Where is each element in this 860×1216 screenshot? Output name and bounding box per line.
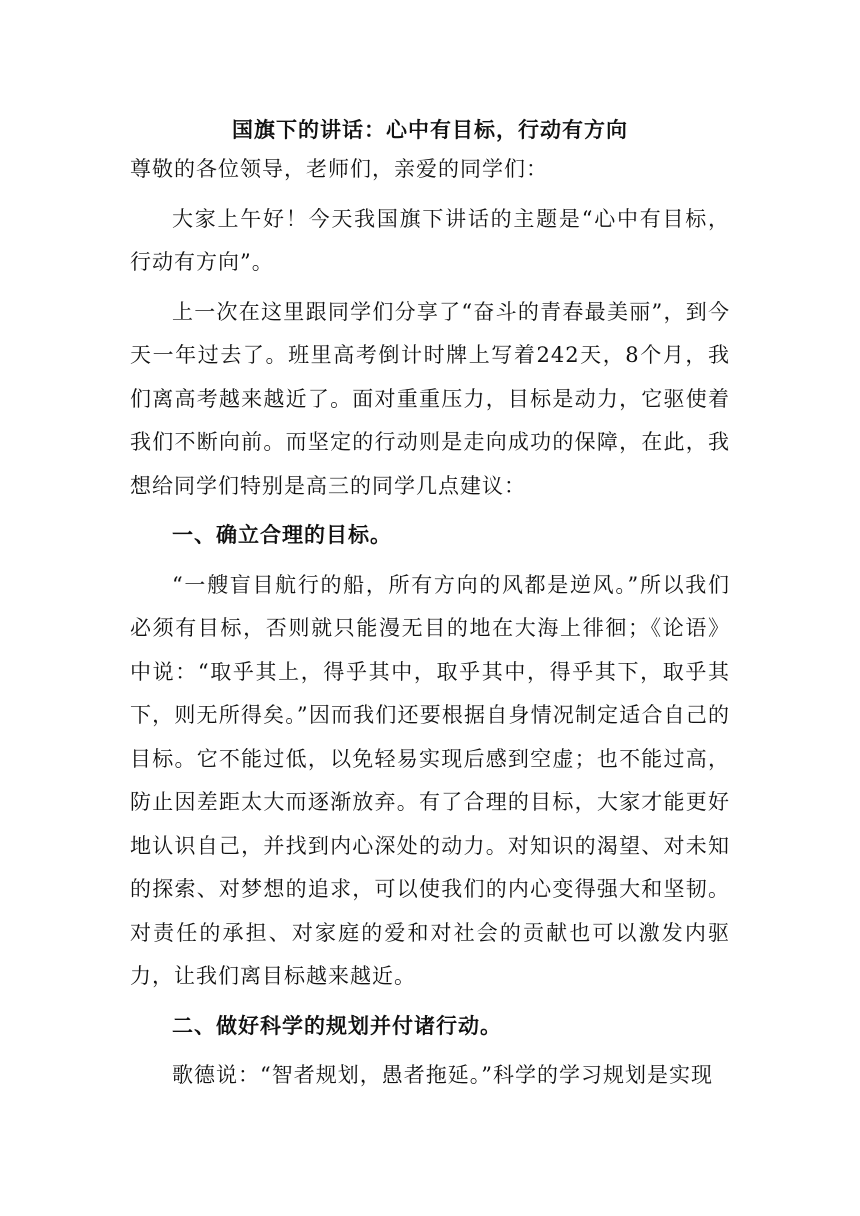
paragraph-intro: 上一次在这里跟同学们分享了“奋斗的青春最美丽”，到今天一年过去了。班里高考倒计时牌上写着242天，8个月，我们离高考越来越近了。面对重重压力，目标是动力，它驱使着我们不断向前。而坚定的行动则是走向成功的保障，在此，我想给同学们特别是高三的同学几点建议： [130, 299, 730, 498]
section-body-2: 歌德说：“智者规划，愚者拖延。”科学的学习规划是实现 [172, 1063, 713, 1087]
salutation: 尊敬的各位领导，老师们，亲爱的同学们： [130, 157, 548, 181]
document-body [130, 112, 730, 1098]
section-heading-1: 一、确立合理的目标。 [172, 523, 392, 547]
section-heading-2: 二、做好科学的规划并付诸行动。 [172, 1013, 502, 1038]
section-body-1: “一艘盲目航行的船，所有方向的风都是逆风。”所以我们必须有目标，否则就只能漫无目的地在大海上徘徊；《论语》中说：“取乎其上，得乎其中，取乎其中，得乎其下，取乎其下，则无所得矣。”因而我们还要根据自身情况制定适合自己的目标。它不能过低，以免轻易实现后感到空虚；也不能过高，防止因差距太大而逐渐放弃。有了合理的目标，大家才能更好地认识自己，并找到内心深处的动力。对知识的渴望、对未知的探索、对梦想的追求，可以使我们的内心变得强大和坚韧。对责任的承担、对家庭的爱和对社会的贡献也可以激发内驱力，让我们离目标越来越近。 [130, 572, 730, 988]
paragraph-greeting: 大家上午好！今天我国旗下讲话的主题是“心中有目标，行动有方向”。 [130, 206, 730, 274]
page-title: 国旗下的讲话：心中有目标，行动有方向 [232, 118, 628, 142]
